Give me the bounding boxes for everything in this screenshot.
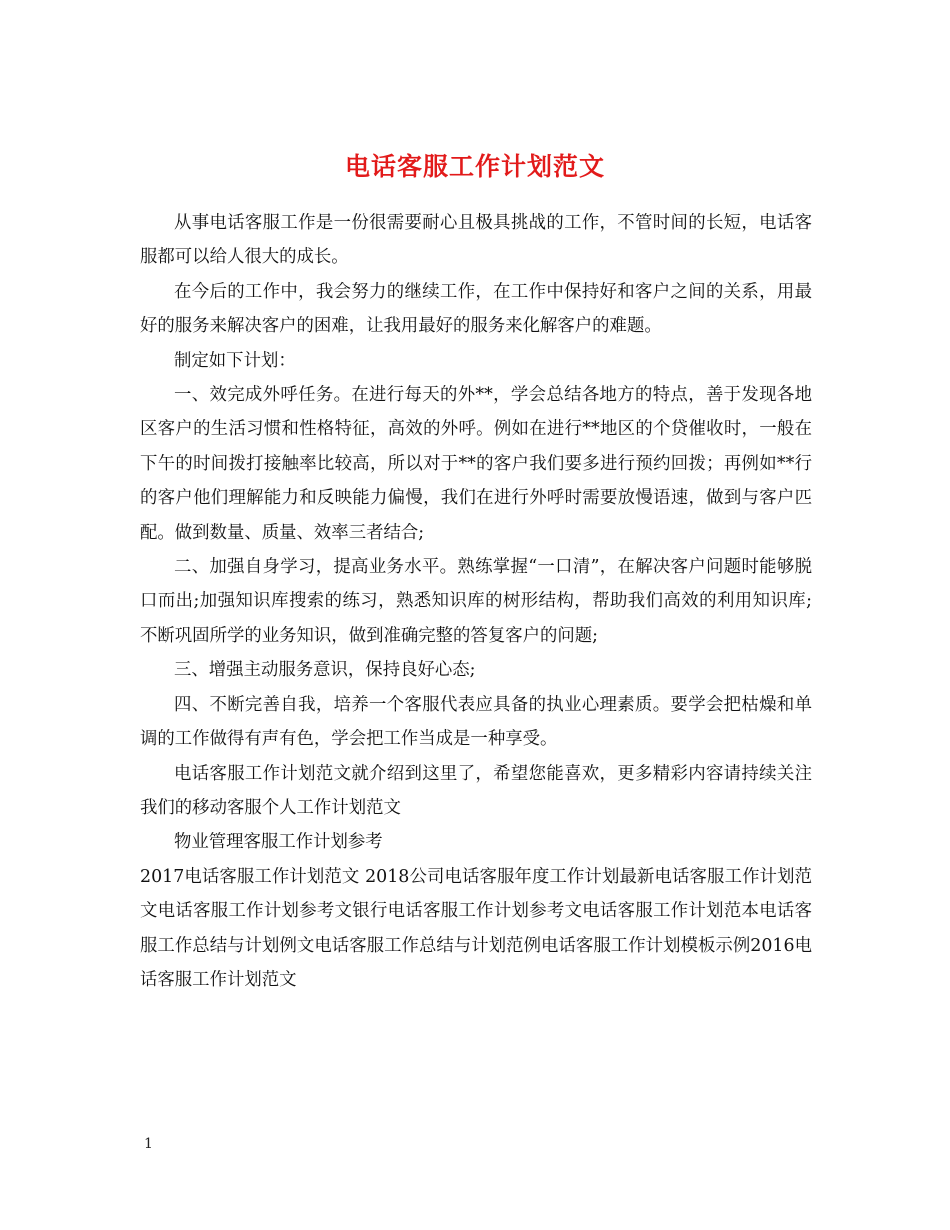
paragraph-related-link: 物业管理客服工作计划参考 bbox=[174, 832, 383, 853]
page-number: 1 bbox=[144, 1136, 153, 1152]
paragraph-plan-item-4: 四、不断完善自我，培养一个客服代表应具备的执业心理素质。要学会把枯燥和单调的工作做得有声有色，学会把工作当成是一种享受。 bbox=[140, 694, 812, 750]
paragraph-intro: 从事电话客服工作是一份很需要耐心且极具挑战的工作，不管时间的长短，电话客服都可以给人很大的成长。 bbox=[140, 213, 812, 268]
paragraph-plan-heading: 制定如下计划： bbox=[174, 350, 296, 371]
paragraph-commitment: 在今后的工作中，我会努力的继续工作，在工作中保持好和客户之间的关系，用最好的服务来解决客户的困难，让我用最好的服务来化解客户的难题。 bbox=[140, 281, 812, 337]
paragraph-plan-item-3: 三、增强主动服务意识，保持良好心态; bbox=[174, 660, 476, 681]
paragraph-closing: 电话客服工作计划范文就介绍到这里了，希望您能喜欢，更多精彩内容请持续关注我们的移动客服个人工作计划范文 bbox=[140, 763, 812, 818]
document-title: 电话客服工作计划范文 bbox=[344, 151, 605, 181]
paragraph-plan-item-1: 一、效完成外呼任务。在进行每天的外**，学会总结各地方的特点，善于发现各地区客户的生活习惯和性格特征，高效的外呼。例如在进行**地区的个贷催收时，一般在下午的时间拨打接触率比较高，所以对于**的客户我们要多进行预约回拨；再例如**行的客户他们理解能力和反映能力偏慢，我们在进行外呼时需要放慢语速，做到与客户匹配。做到数量、质量、效率三者结合; bbox=[140, 385, 812, 543]
paragraph-plan-item-2: 二、加强自身学习，提高业务水平。熟练掌握“一口清”，在解决客户问题时能够脱口而出;加强知识库搜索的练习，熟悉知识库的树形结构，帮助我们高效的利用知识库;不断巩固所学的业务知识，做到准确完整的答复客户的问题; bbox=[140, 557, 812, 646]
paragraph-related-list: 2017电话客服工作计划范文 2018公司电话客服年度工作计划最新电话客服工作计划范文电话客服工作计划参考文银行电话客服工作计划参考文电话客服工作计划范本电话客服工作总结与计划例文电话客服工作总结与计划范例电话客服工作计划模板示例2016电话客服工作计划范文 bbox=[140, 866, 812, 990]
document-body bbox=[140, 206, 812, 997]
